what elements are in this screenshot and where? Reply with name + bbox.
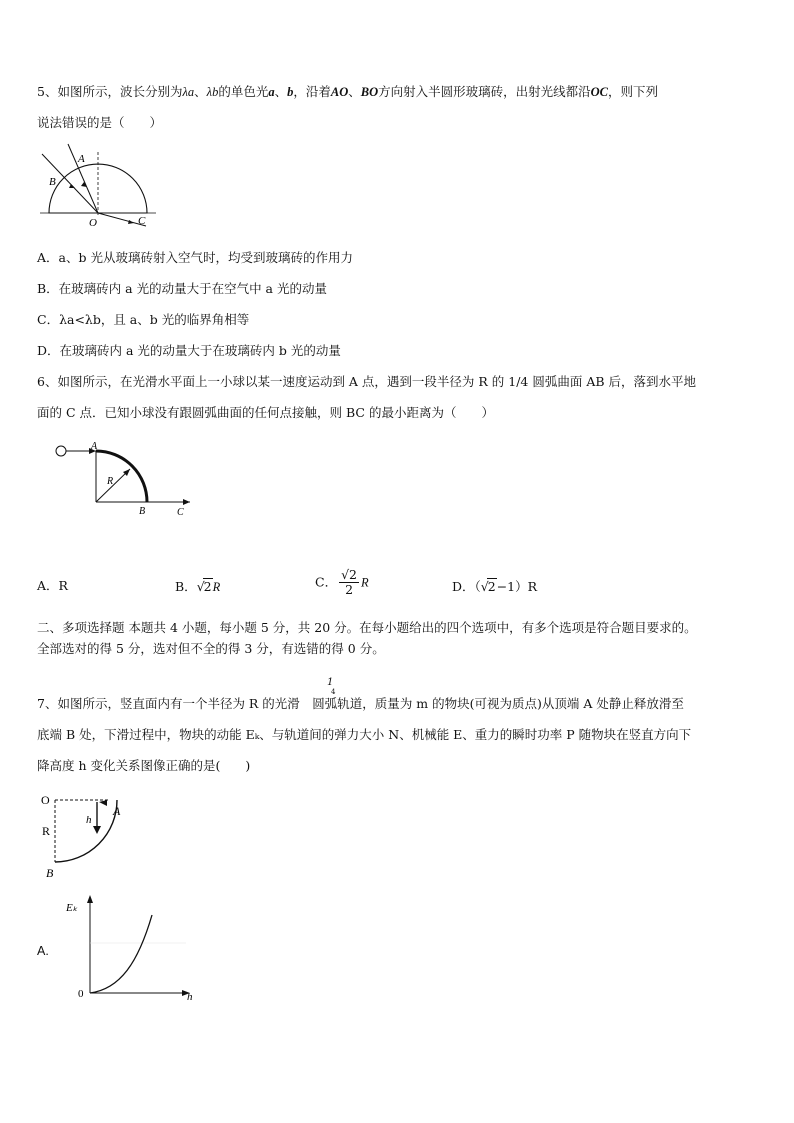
track-arc	[55, 800, 117, 862]
sqrt-radicand: 2	[203, 579, 212, 594]
ray-b-arrow	[69, 184, 75, 188]
q5-option-d: D．在玻璃砖内 a 光的动量大于在玻璃砖内 b 光的动量	[37, 343, 341, 358]
sqrt-radicand: 2	[487, 579, 496, 594]
numerator: √2	[341, 567, 357, 582]
label-c: C	[138, 215, 146, 227]
label-o: O	[41, 793, 50, 807]
label-h: h	[86, 814, 92, 826]
label-r: R	[107, 476, 114, 487]
q6-option-a: A．R	[37, 578, 68, 593]
fraction	[339, 568, 359, 597]
label-r: R	[42, 824, 51, 838]
q5-figure	[36, 140, 166, 230]
label-a: A	[78, 153, 85, 165]
q6-stem-line1: 6、如图所示，在光滑水平面上一小球以某一速度运动到 A 点，遇到一段半径为 R 的 1/4 圆弧曲面 AB 后，落到水平地	[37, 374, 697, 389]
q7-frac-mark: 1	[327, 677, 334, 688]
ray-ao: AO	[330, 85, 349, 99]
x-axis-label: h	[187, 991, 193, 1003]
block-marker	[99, 800, 107, 806]
q5-text: ，沿着	[293, 84, 331, 99]
ray-oc: OC	[590, 85, 609, 99]
ek-curve	[90, 915, 152, 993]
q7-stem-line2: 底端 B 处，下滑过程中，物块的动能 Eₖ、与轨道间的弹力大小 N、机械能 E、重力的瞬时功率 P 随物块在竖直方向下	[37, 727, 692, 742]
q5-text: 方向射入半圆形玻璃砖，出射光线都沿	[378, 84, 591, 99]
label-a: A	[113, 804, 121, 818]
q6-option-d: D．（√2−1）R	[452, 579, 538, 594]
q7-stem-line3: 降高度 h 变化关系图像正确的是( )	[37, 758, 251, 773]
q7-option-a-label: A.	[37, 944, 49, 958]
separator: 、	[194, 84, 207, 99]
q5-text: 的单色光	[218, 84, 269, 99]
option-r: R	[361, 575, 369, 590]
q6-stem-line2: 面的 C 点．已知小球没有跟圆弧曲面的任何点接触，则 BC 的最小距离为（ ）	[37, 405, 494, 420]
ball	[56, 446, 66, 456]
label-o: O	[89, 217, 97, 229]
option-suffix: −1）R	[496, 579, 538, 594]
option-label: C．	[315, 574, 338, 590]
q5-text: ，则下列	[608, 84, 659, 99]
h-arrow-head	[93, 826, 101, 834]
label-c: C	[177, 507, 184, 518]
q5-stem-line2: 说法错误的是（ ）	[37, 115, 163, 130]
q5-option-c: C．λa<λb，且 a、b 光的临界角相等	[37, 312, 250, 327]
label-b: B	[49, 176, 56, 188]
q6-option-b: B．√2R	[175, 579, 221, 594]
ray-bo: BO	[360, 85, 379, 99]
label-b: B	[46, 866, 54, 880]
origin-label: 0	[78, 988, 84, 1000]
q6-figure	[50, 438, 200, 520]
q7-figure	[38, 790, 138, 882]
separator: 、	[274, 84, 288, 99]
ground-arrow	[183, 499, 190, 505]
y-axis-label: Eₖ	[66, 902, 78, 914]
label-b: B	[139, 506, 146, 517]
lambda-a: λa	[182, 85, 195, 99]
q7-option-a-graph	[60, 893, 200, 1005]
section2-line2: 全部选对的得 5 分，选对但不全的得 3 分，有选错的得 0 分。	[37, 641, 385, 656]
option-label: D．（	[452, 579, 481, 594]
q5-option-a: A．a、b 光从玻璃砖射入空气时，均受到玻璃砖的作用力	[37, 250, 353, 265]
q7-stem-line1: 7、如图所示，竖直面内有一个半径为 R 的光滑 圆弧轨道，质量为 m 的物块(可视为质点)从顶端 A 处静止释放滑至	[37, 696, 684, 711]
section2-line1: 二、多项选择题 本题共 4 小题，每小题 5 分，共 20 分。在每小题给出的四个选项中，有多个选项是符合题目要求的。	[37, 620, 697, 635]
y-axis-arrow	[87, 895, 93, 903]
q7-frac-mark2: 4	[331, 688, 336, 696]
light-b: b	[287, 85, 294, 99]
denominator: 2	[345, 582, 354, 597]
q5-text: 5、如图所示，波长分别为	[37, 84, 183, 99]
q6-option-c	[315, 568, 369, 597]
option-r: R	[212, 580, 221, 594]
light-a: a	[268, 85, 275, 99]
separator: 、	[348, 84, 361, 99]
lambda-b: λb	[206, 85, 219, 99]
label-a: A	[91, 441, 98, 452]
q5-stem-line1	[37, 84, 658, 100]
option-label: B．	[175, 579, 197, 594]
q5-option-b: B．在玻璃砖内 a 光的动量大于在空气中 a 光的动量	[37, 281, 327, 296]
